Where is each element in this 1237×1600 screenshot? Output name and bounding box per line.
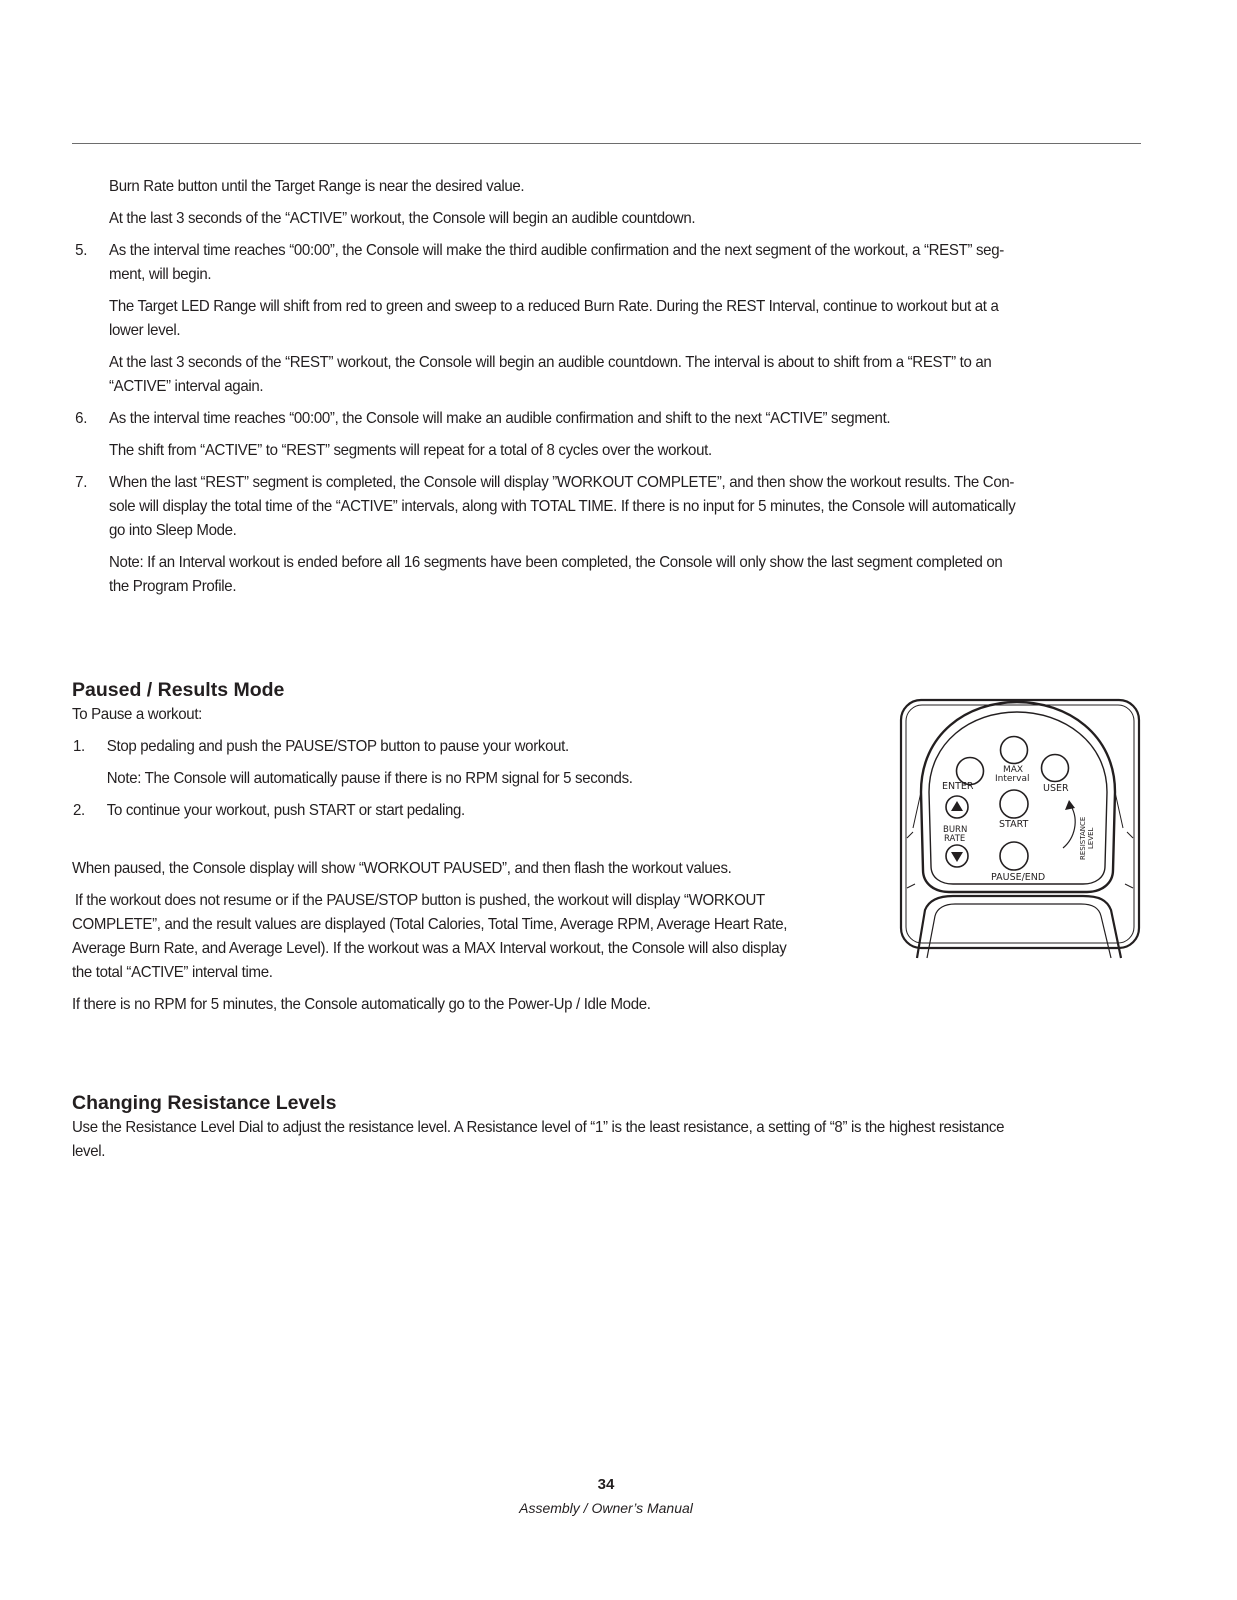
user-label: USER [1043,783,1069,794]
step-5 [75,239,1143,399]
step-note-line: the Program Profile. [109,578,237,595]
dial-arrow-icon [1065,800,1075,810]
step-text-line: When the last “REST” segment is completed, the Console will display ”WORKOUT COMPLETE”, and then show the workout results. The Con- [109,474,1015,491]
burn-label: BURN [943,825,968,835]
step-para-line: The shift from “ACTIVE” to “REST” segments will repeat for a total of 8 cycles over the workout. [109,442,712,459]
paused-para-2-line: Average Burn Rate, and Average Level). If the workout was a MAX Interval workout, the Console will also display [72,940,787,957]
step-para-line: lower level. [109,322,181,339]
resistance-label: RESISTANCE [1079,816,1087,860]
step-text-line: go into Sleep Mode. [109,522,237,539]
interval-label: Interval [995,774,1030,784]
resistance-text-line: Use the Resistance Level Dial to adjust the resistance level. A Resistance level of “1” is the least resistance, a setting of “8” is the highest resistance [72,1119,1005,1136]
paused-para-2-line: If the workout does not resume or if the PAUSE/STOP button is pushed, the workout will display “WORKOUT [74,892,765,909]
step-number: 5. [75,242,88,259]
step-para-line: “ACTIVE” interval again. [109,378,264,395]
down-arrow-icon [951,852,963,862]
paused-heading: Paused / Results Mode [72,679,285,701]
step-para-line: At the last 3 seconds of the “REST” workout, the Console will begin an audible countdown. The interval is about to shift from a “REST” to an [109,354,992,371]
step-text-line: ment, will begin. [109,266,212,283]
paused-para-2-line: the total “ACTIVE” interval time. [72,964,273,981]
item-text: To continue your workout, push START or start pedaling. [106,802,465,819]
max-label: MAX [1003,765,1024,775]
start-label: START [999,819,1029,830]
level-label: LEVEL [1087,827,1095,849]
manual-title: Assembly / Owner’s Manual [519,1500,693,1516]
step-number: 6. [75,410,88,427]
continued-line-a: Burn Rate button until the Target Range is near the desired value. [109,178,525,195]
step-text-line: As the interval time reaches “00:00”, the Console will make the third audible confirmation and the next segment of the workout, a “REST” seg- [109,242,1004,259]
paused-intro: To Pause a workout: [72,706,203,723]
paused-item-1 [72,735,880,791]
console-illustration [893,688,1145,962]
item-note: Note: The Console will automatically pause if there is no RPM signal for 5 seconds. [106,770,633,787]
continued-line-b: At the last 3 seconds of the “ACTIVE” workout, the Console will begin an audible countdown. [109,210,696,227]
item-number: 1. [72,738,85,755]
step-text-line: As the interval time reaches “00:00”, the Console will make an audible confirmation and shift to the next “ACTIVE” segment. [109,410,891,427]
step-note-line: Note: If an Interval workout is ended before all 16 segments have been completed, the Console will only show the last segment completed on [109,554,1003,571]
continued-block [75,175,1143,599]
paused-para-1: When paused, the Console display will show “WORKOUT PAUSED”, and then flash the workout values. [72,860,732,877]
step-para-line: The Target LED Range will shift from red to green and sweep to a reduced Burn Rate. During the REST Interval, continue to workout but at a [109,298,999,315]
step-text-line: sole will display the total time of the “ACTIVE” intervals, along with TOTAL TIME. If there is no input for 5 minutes, the Console will automatically [109,498,1016,515]
resistance-text-line: level. [72,1143,106,1160]
paused-block [72,703,880,1025]
up-arrow-icon [951,801,963,811]
paused-para-2-line: COMPLETE”, and the result values are displayed (Total Calories, Total Time, Average RPM, Average Heart Rate, [72,916,788,933]
step-6 [75,407,1143,463]
page-number: 34 [597,1476,615,1493]
resistance-block [72,1116,1144,1164]
step-7 [75,471,1143,599]
enter-label: ENTER [942,781,974,792]
paused-item-2 [72,799,880,823]
step-number: 7. [75,474,88,491]
resistance-heading: Changing Resistance Levels [72,1092,337,1114]
paused-para-3: If there is no RPM for 5 minutes, the Console automatically go to the Power-Up / Idle Mode. [72,996,651,1013]
pause-end-label: PAUSE/END [991,872,1046,883]
rate-label: RATE [944,834,966,844]
item-number: 2. [72,802,85,819]
header-rule [72,143,1141,144]
item-text: Stop pedaling and push the PAUSE/STOP button to pause your workout. [106,738,569,755]
